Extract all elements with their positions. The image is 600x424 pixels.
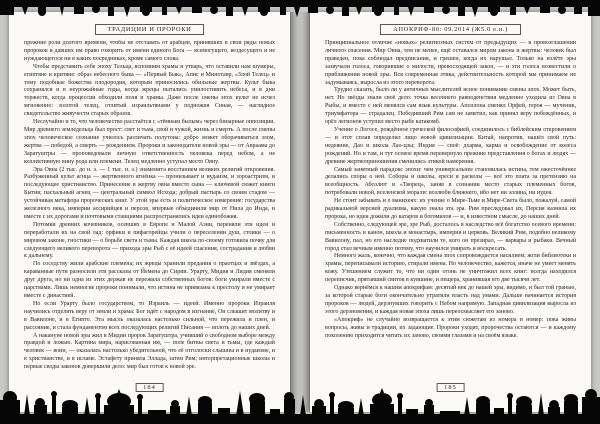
paragraph: Эра Овна (2 тыс. до н. э. — 1 тыс. н. э.) знаменита восстанием великих религий откровения. Разбуженный культ агнца — жертвенного ягнёнка — пронизывает и иудаизм, и зороастризм, и последующее христианство. Принесение в жертву овна вместо сына — ключевой сюжет книги Бытия; пасхальный агнец — центральный символ Исхода; добрый пастырь со своим стадом — устойчивая метафора пророческих книг. У этой эры есть и политическое измерение: государства железного века, империи ассирийцев и персов, впервые объединили мир от Нила до Инда, и вместе с их дорогами и почтовыми станциями распространялись идеи единобожия. xyxy=(24,166,275,220)
spine-shadow xyxy=(290,12,310,412)
paragraph: «Апокриф» не случайно возвращается к этим сюжетам из номера в номер: пока живы вопросы, живы и традиции, их задающие. Пророки уходят, пророчества остаются — и каждому поколению приходится читать их заново, своими глазами и на своём языке. xyxy=(325,316,576,339)
page-body-right xyxy=(325,40,576,376)
paragraph: Неслучайно и то, что человечество расстаётся с «тёмным былым» через бинарные оппозиции. Мир древнего земледельца был прост: свет и тьма, свой и чужой, жизнь и смерть. А после смены эпох человеческое сознание училось различать полутона: добро может оборачиваться злом, жертва — победой, а смерть — рождением. Пророки и законодатели новой эры — от Авраама до Заратуштры — проповедовали личную ответственность человека перед небом, а не коллективную вину рода или племени. Телец медленно уступал место Овну. xyxy=(24,119,275,165)
paragraph: По соседству жили арабские племена; их жрецы хранили предания о праотцах и звёздах, а караванные пути разносили эти рассказы от Йемена до Сирии. Урарту, Мидия и Лидия сменяли друг друга, но ни одна из этих держав не пережила собственных богов: боги умирали вместе с царствами. Лишь немногие пророки понимали, что истина не привязана к престолу и не умирает вместе с династией. xyxy=(24,261,275,299)
paragraph: Учение о Логосе, рождённое греческой философией, соединилось с библейским откровением — и этот сплав определил лицо новой цивилизации. Китай, напротив, нашёл свой путь: недеяние, Дао и школа Лао-цзы; Индия — своё: дхарма, карма и освобождение от колеса рождений. Но и там, и тут осевое время перевернуло прежние представления о богах и людях — древние жертвоприношения сменились этикой намерения. xyxy=(325,126,576,165)
page-left xyxy=(9,12,290,412)
page-right xyxy=(310,12,591,412)
paragraph: Собственно, следующей эре, эре Рыб, досталось в наследство всё богатство осевого времени: письменность и канон, школа и монастырь, империя и церковь. Великий Рим, подобно великому Вавилону, пал, но его наследие подхватили те, кого он презирал, — варвары и рыбаки. Вечный город стал вечным именно потому, что научился умирать и воскресать. xyxy=(325,221,576,252)
paragraph: Чтобы представить себе эпоху Тельца, вспомним храмы и утварь, что оставили нам шумеры, египтяне и критяне: образ небесного быка — «Первый Бык», Апис и Минотавр, «Злой Телец» и тому подобные божества плодородия, которым приносились обильные жертвы. Культ быка сохранялся и в неурожайные годы, когда жрецы пытались умилостивить небеса, и в дни торжеств, когда процессии обходили поля и храмы. Даже после смены эпох культ не исчез мгновенно: золотой телец, отлитый израильтянами у подножия Синая, — наглядное свидетельство живучести старых образов. xyxy=(24,63,275,118)
paragraph: Трудно сказать, было ли у античных мыслителей ясное понимание смены эпох. Может быть, нет. Но звёзды знали своё дело: точка весеннего равноденствия медленно уходила из Овна в Рыбы, и вместе с ней менялся сам язык культуры. Аполлона сменял Орфей, героя — мученик, триумфатора — страдалец. Победивший Рим сам не заметил, как принял веру побеждённых, и орёл легионов уступил место рыбе катакомб. xyxy=(325,87,576,126)
page-number-left: 184 xyxy=(135,383,164,392)
page-body-left xyxy=(24,40,275,376)
page-number-right: 185 xyxy=(436,383,465,392)
paragraph: прежние роли долгого времени, чтобы не отставать от арабцев, принявших в свои ряды новых пророков и давших им право говорить от имени единого Бога — всемогущего, вездесущего и не нуждающегося ни в каких посредниках, кроме самого слова. xyxy=(24,40,275,62)
paragraph: Потомки древних кочевников, осевших в Европе и Малой Азии, переняли эти идеи и переработали их на свой лад: орфики и пифагорейцы учили о переселении душ, стоики — о мировом законе, гностики — о борьбе света и тьмы. Каждая школа по-своему готовила почву для следующего великого переворота — прихода эры Рыб с её идеей спасения, сострадания и любви к дальнему. xyxy=(24,221,275,260)
running-head-right: АПОКРИФ-80: 09.2014 (Ж5.0 е.н.) xyxy=(380,24,521,35)
paragraph: Однако вернёмся к нашим апокрифам: десятый век до нашей эры, видимо, и был той гранью, за которой старые боги окончательно утратили власть над умами. Дальше начинается история пророков — людей, дерзнувших говорить с Небом напрямую. Западная цивилизация выросла из этого дерзновения, и каждая новая эпоха лишь переосмысляет его заново. xyxy=(325,285,576,315)
paragraph: Немного жаль, конечно, что каждая смена эпох сопровождается насилием: жгли библиотеки и храмы, переписывали историю, стирали имена. Но человечество, кажется, иначе не умеет менять кожу. Утешением служит то, что ни один огонь не уничтожил всех книг: всегда находился переписчик, прятавший свиток в кувшине, и пещера, хранившая его две тысячи лет. xyxy=(325,253,576,284)
running-head-left: ТРАДИЦИИ И ПРОРОКИ xyxy=(95,24,205,35)
paragraph: Принципиальное отличие «новых» религиозных систем от предыдущих — в провозглашении личного спасения. Мир Овна, тем не менее, ещё оставался миром закона и жертвы: человек был праведен, пока соблюдал предписания, и грешен, когда их нарушал. Только на излёте эры зазвучали голоса, говорившие о милости, превосходящей закон, — и эти голоса возвестили о приближении новой эры. Вся современная этика, действительность которой мы принимаем не задумываясь, выросла из этого переворота. xyxy=(325,40,576,86)
paragraph: А накануне новой эры жил в Мидии пророк Заратуштра, учивший о свободном выборе между правдой и ложью. Картина мира, нарисованная им, — поле битвы света и тьмы, где каждый человек — воин, — оказалась настолько убедительной, что её отголоски слышны и в иудаизме, и в христианстве, и в исламе. Эстафету приняла Эллада, затем Рим; интерпретационные школы и первые своды законов довершили дело: мир был готов к новой эре. xyxy=(24,332,275,371)
paragraph: Но если Урарту было государством, то Израиль — идеей. Именно пророки Израиля научились отделять веру от земли и храма: Бог идёт с народом в изгнание, Он слышит молитву и в Вавилоне, и в Египте. Эта мысль оказалась настолько сильной, что пережила и плен, и рассеяние, и стала фундаментом всех последующих религий Писания — вплоть до наших дней. xyxy=(24,300,275,331)
paragraph: Не стоит забывать и о манихеях: их учение о Мире-Тьме и Мире-Света было, пожалуй, самой радикальной версией дуализма, какую знала эта эра. Рим преследовал их, Персия казнила их пророка, но идеи дожили до катаров и богомилов — и, в известном смысле, до наших дней. xyxy=(325,198,576,220)
paragraph: Самый занятный парадокс эпохи: чем универсальнее становилась истина, тем ожесточённее делались споры о ней. Соборы и школы, ереси и расколы — всё это плата за претензию на всеобщность. Абсолют и «Творец», заняв в сознании место старых племенных богов, потребовали новой, вселенской морали: возлюби ближнего, ибо нет ни эллина, ни иудея. xyxy=(325,166,576,197)
